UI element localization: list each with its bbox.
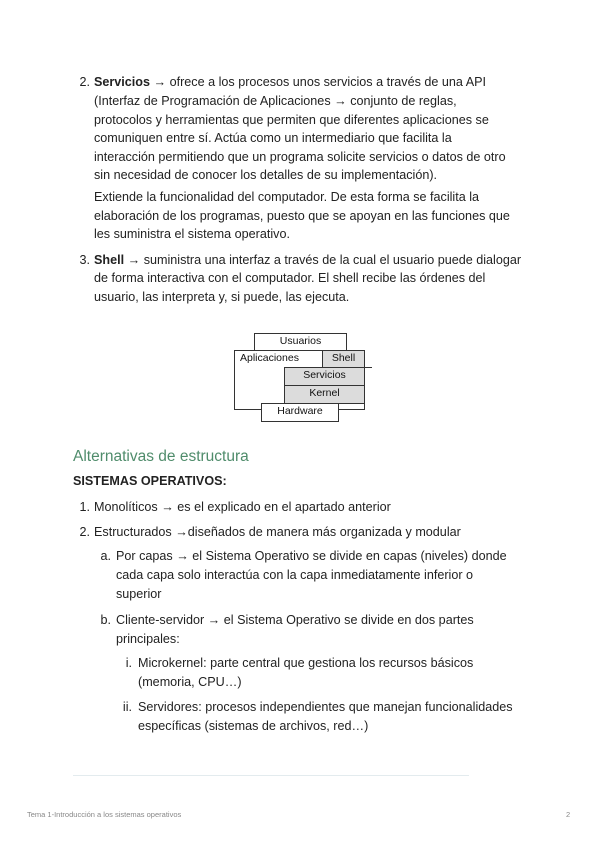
layer-hardware: Hardware [261,403,339,422]
text-line: comuniquen entre sí. Actúa como un intermediario que facilita la [94,131,452,145]
list-number: 2. [79,75,90,89]
text-line: Servidores: procesos independientes que manejan funcionalidades [138,700,513,714]
text-line: de forma interactiva con el computador. El shell recibe las órdenes del [94,271,486,285]
text-line: interacción permitiendo que un programa solicite servicios o datos de otro [94,150,506,164]
layer-shell: Shell [322,350,365,368]
layer-usuarios: Usuarios [254,333,347,351]
list-number: ii. [122,700,132,714]
text-line: usuario, las interpreta y, si puede, las ejecuta. [94,290,350,304]
subheading: SISTEMAS OPERATIVOS: [73,474,227,488]
text-line: (Interfaz de Programación de Aplicaciones → conjunto de reglas, [94,94,457,108]
term: Servicios [94,75,151,89]
text-line: les suministra el sistema operativo. [94,227,290,241]
text-line: cada capa solo interactúa con la capa inmediatamente inferior o [116,568,474,582]
layer-kernel: Kernel [284,385,365,404]
page-number: 2 [566,810,571,819]
text-line: específicas (sistemas de archivos, red…) [138,719,369,733]
text-line: Extiende la funcionalidad del computador. De esta forma se facilita la [94,190,480,204]
text-line: principales: [116,632,180,646]
list-item: Estructurados →diseñados de manera más organizada y modular [94,525,461,539]
section-heading: Alternativas de estructura [73,448,249,465]
footer-title: Tema 1-Introducción a los sistemas operativos [27,810,182,819]
list-number: 3. [79,253,90,267]
divider [73,775,469,776]
layer-aplicaciones: Aplicaciones [234,350,365,410]
text-line: (memoria, CPU…) [138,675,242,689]
text-line: superior [116,587,162,601]
text-line: Cliente-servidor → el Sistema Operativo se divide en dos partes [116,613,474,627]
text-line: protocolos y herramientas que permiten que diferentes aplicaciones se [94,113,489,127]
text-line: elaboración de los programas, puesto que se apoyan en las funciones que [94,209,510,223]
text-line: → ofrece a los procesos unos servicios a través de una API [150,75,487,89]
text-line: sin necesidad de conocer los detalles de su implementación). [94,168,438,182]
list-number: a. [100,549,111,563]
text-line: Microkernel: parte central que gestiona los recursos básicos [138,656,474,670]
text-line: Por capas → el Sistema Operativo se divide en capas (niveles) donde [116,549,507,563]
list-item-servicios [94,74,486,90]
term: Shell [94,253,125,267]
shell-line [364,367,372,368]
list-item: Monolíticos → es el explicado en el apartado anterior [94,500,391,514]
layer-servicios: Servicios [284,367,365,386]
list-number: 2. [79,525,90,539]
text-line: → suministra una interfaz a través de la cual el usuario puede dialogar [124,253,522,267]
list-number: 1. [79,500,90,514]
list-number: i. [125,656,132,670]
list-number: b. [100,613,111,627]
list-item-shell [94,252,521,268]
